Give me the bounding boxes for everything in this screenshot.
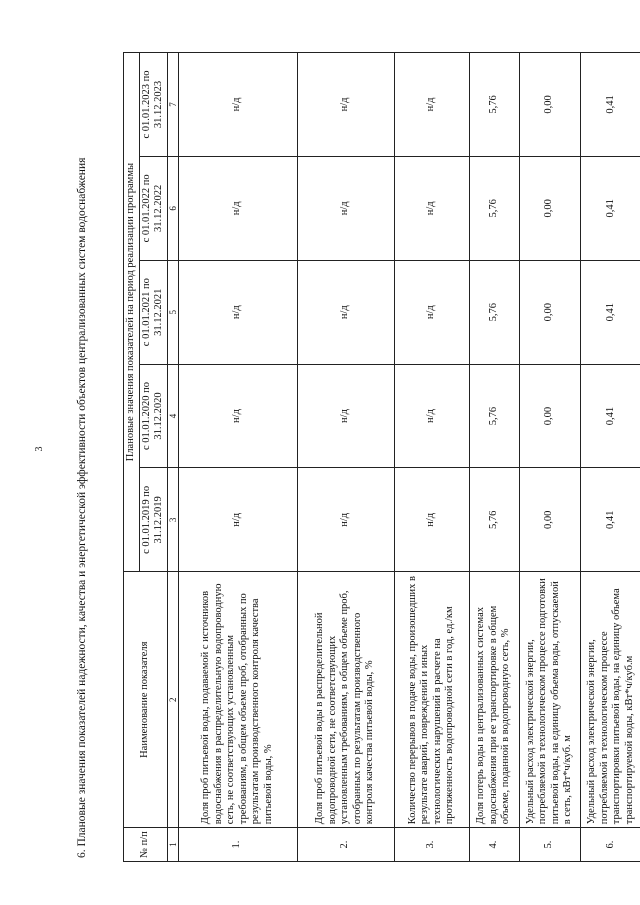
- indicator-value: 0,41: [580, 468, 640, 572]
- indicator-value: н/д: [394, 468, 469, 572]
- indicator-value: 0,00: [519, 364, 580, 468]
- table-row: [580, 53, 640, 862]
- indicator-name: Доля проб питьевой воды, подаваемой с источников водоснабжения в распределительную водопроводную сеть, не соответствующих установленным требованиям, в общем объеме проб, отобранных по результатам производственного контроля качества питьевой воды, %: [178, 572, 297, 828]
- indicator-value: 5,76: [469, 53, 519, 157]
- indicator-value: 5,76: [469, 260, 519, 364]
- column-index: 2: [167, 572, 178, 828]
- indicator-value: 5,76: [469, 156, 519, 260]
- indicator-value: н/д: [394, 364, 469, 468]
- page-number: 3: [34, 446, 45, 452]
- header-period: с 01.01.2020 по 31.12.2020: [139, 364, 167, 468]
- indicators-table: [123, 52, 640, 862]
- table-row: [519, 53, 580, 862]
- indicator-value: н/д: [178, 260, 297, 364]
- header-period: с 01.01.2021 по 31.12.2021: [139, 260, 167, 364]
- indicator-value: н/д: [297, 53, 394, 157]
- header-period: с 01.01.2022 по 31.12.2022: [139, 156, 167, 260]
- indicator-value: н/д: [178, 156, 297, 260]
- header-name: Наименование показателя: [124, 572, 168, 828]
- indicator-name: Удельный расход электрической энергии, потребляемой в технологическом процессе транспортировки питьевой воды, на единицу объема транспортируемой воды, кВт*ч/куб.м: [580, 572, 640, 828]
- indicator-value: 0,41: [580, 156, 640, 260]
- column-index: 4: [167, 364, 178, 468]
- indicator-value: н/д: [394, 156, 469, 260]
- indicator-value: 0,41: [580, 260, 640, 364]
- table-row: [469, 53, 519, 862]
- indicator-name: Доля проб питьевой воды в распределительной водопроводной сети, не соответствующих установленным требованиям, в общем объеме проб, отобранных по результатам производственного контроля качества питьевой воды, %: [297, 572, 394, 828]
- table-row: [178, 53, 297, 862]
- indicator-value: 0,00: [519, 156, 580, 260]
- indicator-value: н/д: [178, 468, 297, 572]
- row-number: 2.: [297, 828, 394, 862]
- indicator-value: н/д: [394, 53, 469, 157]
- indicator-value: н/д: [297, 156, 394, 260]
- indicator-value: н/д: [297, 364, 394, 468]
- row-number: 5.: [519, 828, 580, 862]
- indicator-value: н/д: [394, 260, 469, 364]
- indicator-value: н/д: [297, 260, 394, 364]
- column-index: 1: [167, 828, 178, 862]
- indicator-name: Удельный расход электрической энергии, потребляемой в технологическом процессе подготовки питьевой воды, на единицу объема воды, отпускаемой в сеть, кВт*ч/куб. м: [519, 572, 580, 828]
- column-index: 5: [167, 260, 178, 364]
- header-period: с 01.01.2023 по 31.12.2023: [139, 53, 167, 157]
- indicator-value: 0,00: [519, 53, 580, 157]
- column-index: 7: [167, 53, 178, 157]
- section-title: 6. Плановые значения показателей надежности, качества и энергетической эффективности объектов централизованных систем водоснабжения: [76, 157, 88, 858]
- row-number: 4.: [469, 828, 519, 862]
- indicator-value: н/д: [178, 53, 297, 157]
- column-index: 6: [167, 156, 178, 260]
- indicator-value: 0,41: [580, 364, 640, 468]
- header-group: Плановые значения показателей на период реализации программы: [124, 53, 140, 572]
- row-number: 1.: [178, 828, 297, 862]
- table-body: [178, 53, 640, 862]
- row-number: 3.: [394, 828, 469, 862]
- column-index: 3: [167, 468, 178, 572]
- indicator-value: 0,00: [519, 468, 580, 572]
- header-period: с 01.01.2019 по 31.12.2019: [139, 468, 167, 572]
- indicator-value: н/д: [297, 468, 394, 572]
- table-row: [297, 53, 394, 862]
- indicator-value: 5,76: [469, 364, 519, 468]
- indicator-name: Доля потерь воды в централизованных системах водоснабжения при ее транспортировке в общем объеме, поданной в водопроводную сеть, %: [469, 572, 519, 828]
- indicator-value: 5,76: [469, 468, 519, 572]
- table-row: [394, 53, 469, 862]
- indicator-value: 0,00: [519, 260, 580, 364]
- header-row-group: [124, 53, 140, 862]
- rotated-page-content: [75, 52, 635, 862]
- header-num: № п/п: [124, 828, 168, 862]
- column-index-row: [167, 53, 178, 862]
- indicator-value: 0,41: [580, 53, 640, 157]
- row-number: 6.: [580, 828, 640, 862]
- indicator-value: н/д: [178, 364, 297, 468]
- indicator-name: Количество перерывов в подаче воды, произошедших в результате аварий, повреждений и иных технологических нарушений в расчете на протяженность водопроводной сети в год, ед./км: [394, 572, 469, 828]
